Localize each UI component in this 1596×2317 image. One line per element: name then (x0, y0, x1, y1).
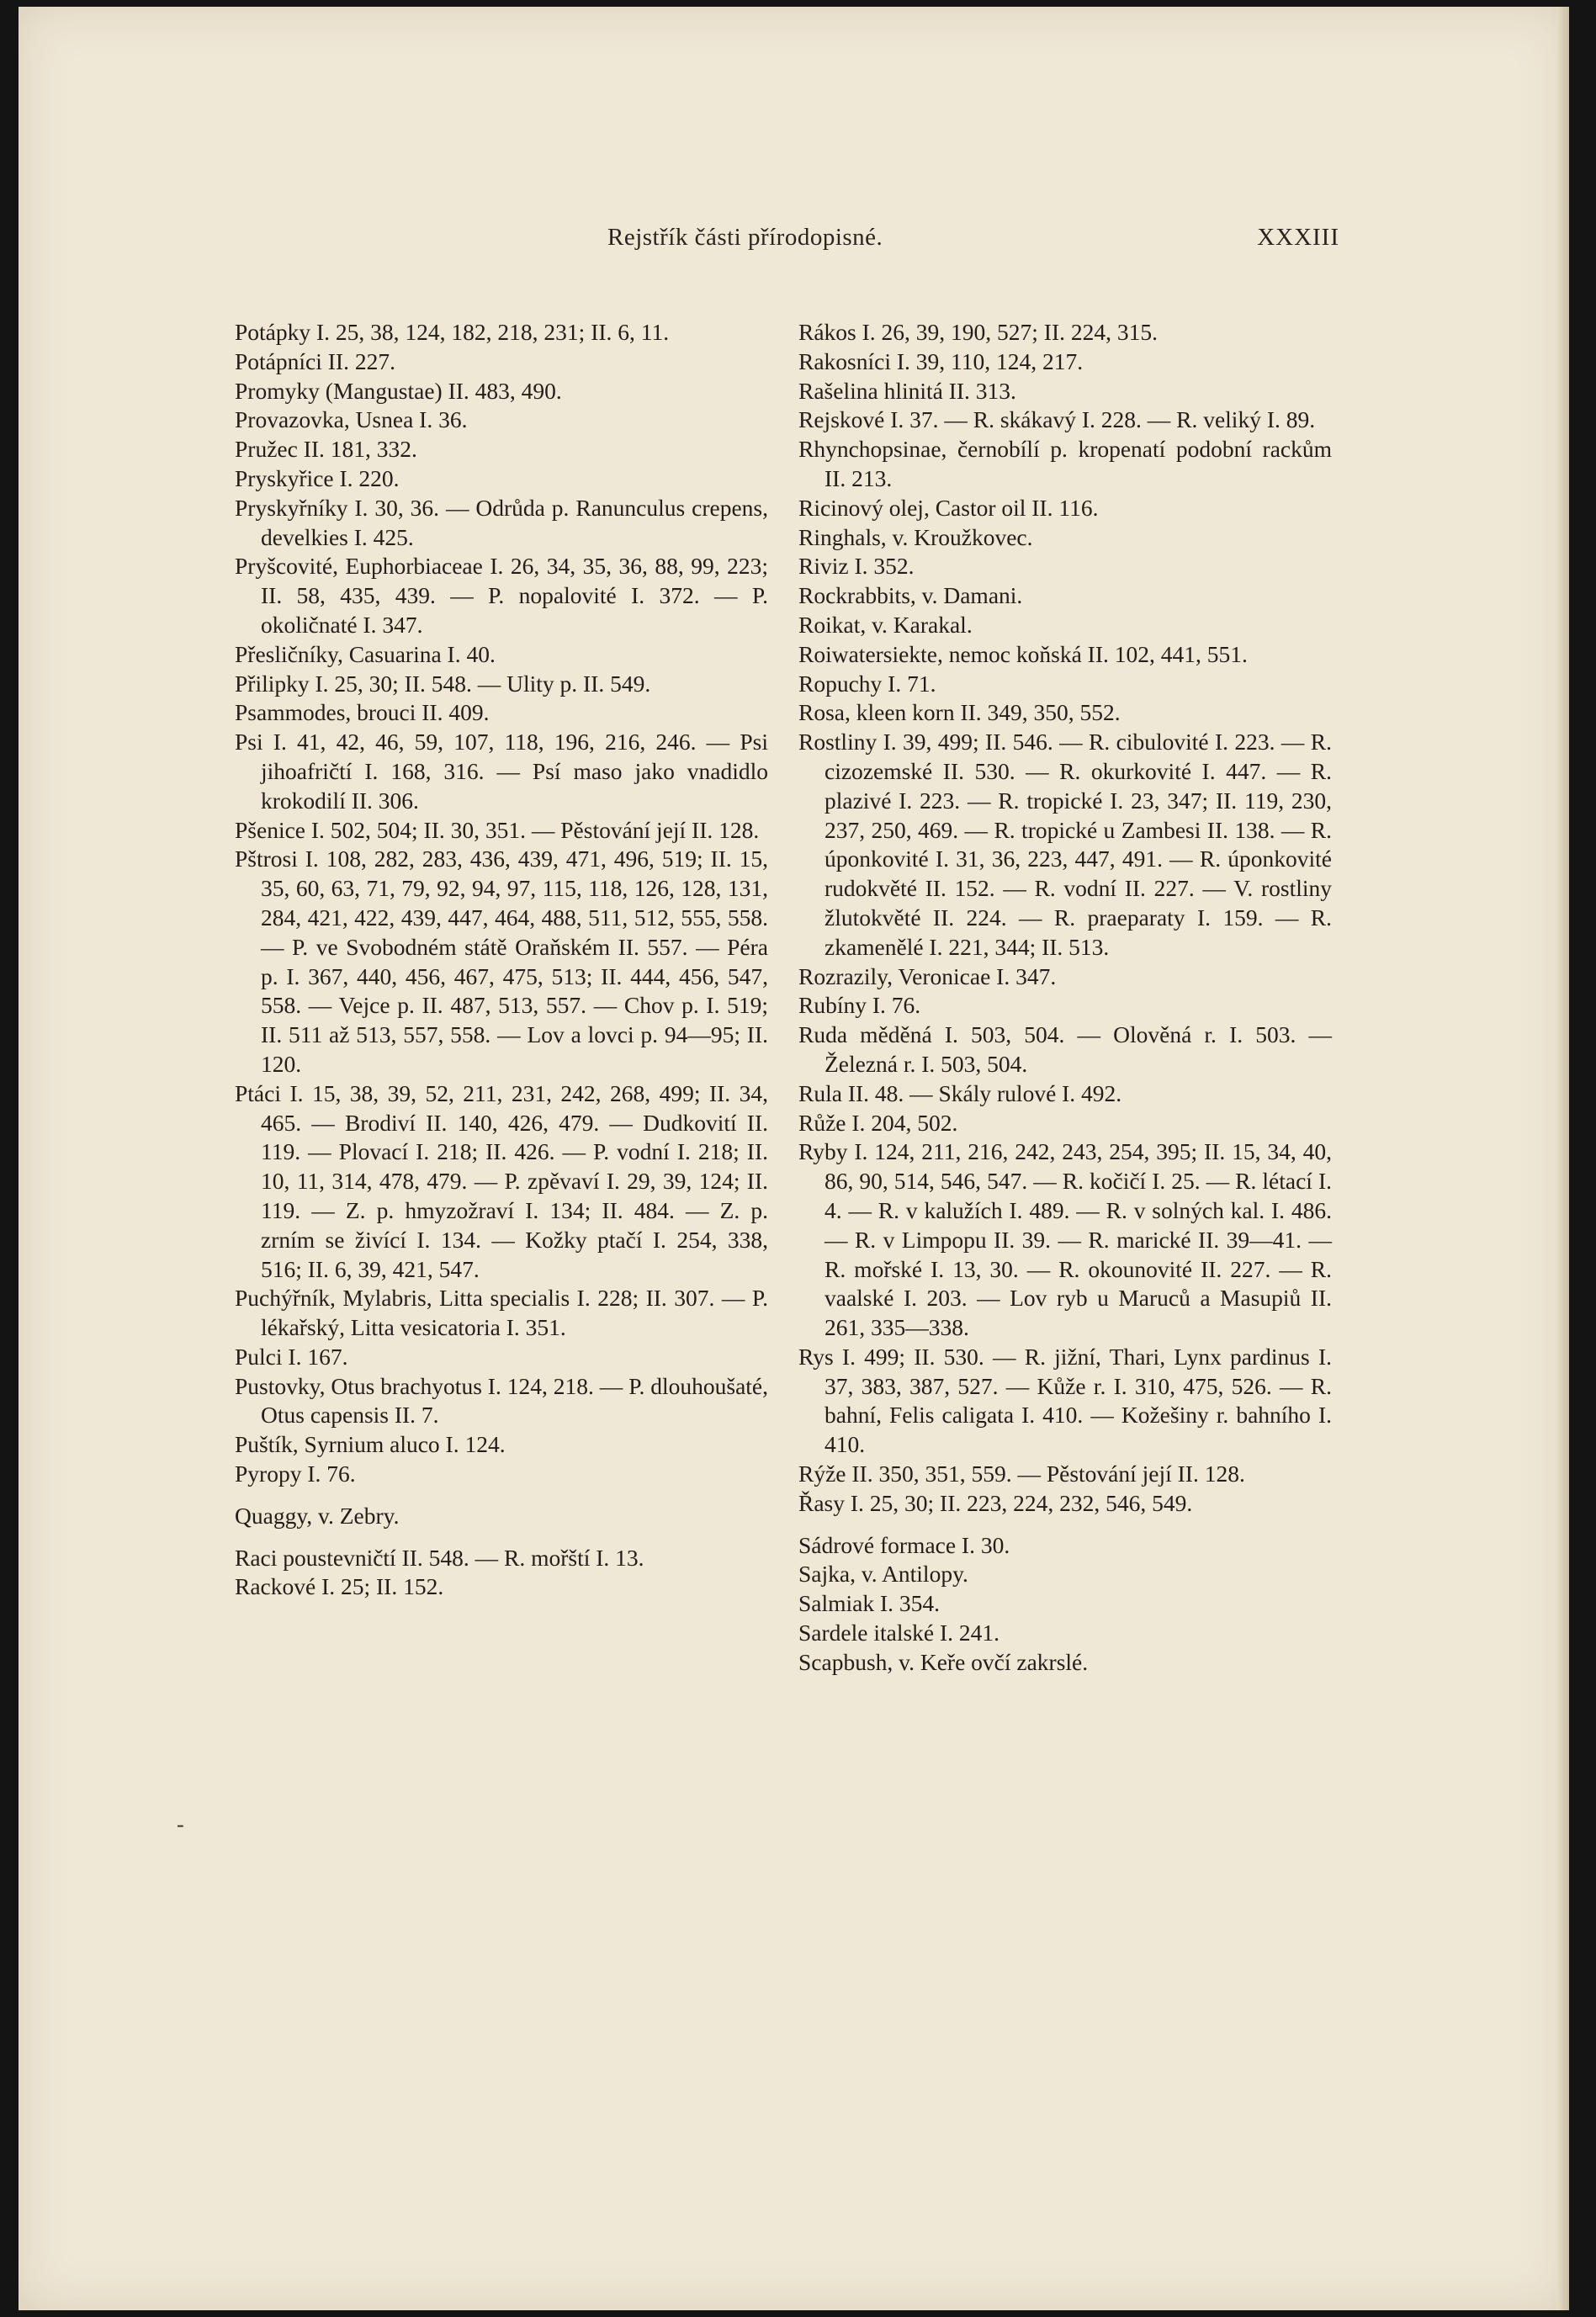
index-entry: Potápníci II. 227. (235, 347, 395, 374)
index-entry: Přilipky I. 25, 30; II. 548. — Ulity p. II. 549. (235, 670, 651, 697)
index-entry: Pštrosi I. 108, 282, 283, 436, 439, 471, 496, 519; II. 15, 35, 60, 63, 71, 79, 92, 94, 97, 115, 118, 126, 128, 131, 284, 421, 422, 439, 447, 464, 488, 511, 512, 555, 558. — P. ve Svobodném státě Oraňském II. 557. — Péra p. I. 367, 440, 456, 467, 475, 513; II. 444, 456, 547, 558. — Vejce p. II. 487, 513, 557. — Chov p. I. 519; II. 511 až 513, 557, 558. — Lov a lovci p. 94—95; II. 120. (235, 846, 768, 1077)
index-entry: Sádrové formace I. 30. (798, 1531, 1010, 1558)
margin-dash-mark: - (177, 1812, 184, 1837)
index-entry: Riviz I. 352. (798, 553, 915, 580)
index-entry: Sardele italské I. 241. (798, 1620, 1000, 1646)
page-edge-shadow (1557, 7, 1569, 2310)
index-entry: Pustovky, Otus brachyotus I. 124, 218. — P. dlouhoušaté, Otus capensis II. 7. (235, 1372, 768, 1429)
index-entry: Quaggy, v. Zebry. (235, 1502, 400, 1529)
index-entry: Pryskyřice I. 220. (235, 464, 400, 491)
index-entry: Rozrazily, Veronicae I. 347. (798, 962, 1057, 989)
index-entry: Psammodes, brouci II. 409. (235, 699, 490, 726)
index-entry: Rejskové I. 37. — R. skákavý I. 228. — R. veliký I. 89. (798, 406, 1316, 433)
index-entry: Pšenice I. 502, 504; II. 30, 351. — Pěstování její II. 128. (235, 816, 760, 843)
index-column-right (798, 318, 1332, 1678)
index-entry: Růže I. 204, 502. (798, 1109, 958, 1136)
index-entry: Rákos I. 26, 39, 190, 527; II. 224, 315. (798, 319, 1158, 345)
index-entry: Ringhals, v. Kroužkovec. (798, 523, 1033, 550)
index-entry: Rýže II. 350, 351, 559. — Pěstování její II. 128. (798, 1461, 1245, 1487)
index-entry: Rhynchopsinae, černobílí p. kropenatí podobní rackům II. 213. (798, 436, 1332, 491)
index-entry: Ricinový olej, Castor oil II. 116. (798, 494, 1099, 521)
index-entry: Psi I. 41, 42, 46, 59, 107, 118, 196, 216, 246. — Psi jihoafričtí I. 168, 316. — Psí maso jako vnadidlo krokodilí II. 306. (235, 729, 768, 814)
page-number: XXXIII (1257, 224, 1339, 251)
index-entry: Pružec II. 181, 332. (235, 436, 417, 463)
index-entry: Rackové I. 25; II. 152. (235, 1573, 444, 1600)
index-entry: Rockrabbits, v. Damani. (798, 582, 1023, 609)
index-entry: Ropuchy I. 71. (798, 670, 936, 697)
index-column-left (235, 318, 768, 1602)
index-entry: Roikat, v. Karakal. (798, 611, 973, 638)
index-entry: Puchýřník, Mylabris, Litta specialis I. 228; II. 307. — P. lékařský, Litta vesicatoria I. 351. (235, 1285, 768, 1341)
book-page (19, 7, 1569, 2310)
index-entry: Raci poustevničtí II. 548. — R. mořští I. 13. (235, 1544, 644, 1571)
index-entry: Rubíny I. 76. (798, 992, 921, 1019)
index-entry: Rašelina hlinitá II. 313. (798, 377, 1016, 404)
index-entry: Salmiak I. 354. (798, 1590, 941, 1617)
running-title: Rejstřík části přírodopisné. (607, 224, 883, 251)
index-entry: Roiwatersiekte, nemoc koňská II. 102, 441, 551. (798, 640, 1248, 667)
index-entry: Rakosníci I. 39, 110, 124, 217. (798, 347, 1084, 374)
index-entry: Rostliny I. 39, 499; II. 546. — R. cibulovité I. 223. — R. cizozemské II. 530. — R. okurkovité I. 447. — R. plazivé I. 223. — R. tropické I. 23, 347; II. 119, 230, 237, 250, 469. — R. tropické u Zambesi II. 138. — R. úponkovité I. 31, 36, 223, 447, 491. — R. úponkovité rudokvěté II. 152. — R. vodní II. 227. — V. rostliny žlutokvěté II. 224. — R. praeparaty I. 159. — R. zkamenělé I. 221, 344; II. 513. (798, 729, 1332, 960)
index-entry: Pryskyřníky I. 30, 36. — Odrůda p. Ranunculus crepens, develkies I. 425. (235, 494, 768, 550)
running-header (607, 224, 1339, 257)
index-entry: Ptáci I. 15, 38, 39, 52, 211, 231, 242, 268, 499; II. 34, 465. — Brodiví II. 140, 426, 479. — Dudkovití II. 119. — Plovací I. 218; II. 426. — P. vodní I. 218; II. 10, 11, 314, 478, 479. — P. zpěvaví I. 29, 39, 124; II. 119. — Z. p. hmyzožraví I. 134; II. 484. — Z. p. zrním se živící I. 134. — Kožky ptačí I. 254, 338, 516; II. 6, 39, 421, 547. (235, 1079, 768, 1282)
index-entry: Pyropy I. 76. (235, 1461, 356, 1487)
index-entry: Rula II. 48. — Skály rulové I. 492. (798, 1079, 1122, 1106)
index-entry: Pryšcovité, Euphorbiaceae I. 26, 34, 35, 36, 88, 99, 223; II. 58, 435, 439. — P. nopalovité I. 372. — P. okoličnaté I. 347. (235, 553, 768, 638)
index-entry: Provazovka, Usnea I. 36. (235, 406, 468, 433)
index-entry: Rys I. 499; II. 530. — R. jižní, Thari, Lynx pardinus I. 37, 383, 387, 527. — Kůže r. I. 310, 475, 526. — R. bahní, Felis caligata I. 410. — Kožešiny r. bahního I. 410. (798, 1343, 1332, 1458)
index-entry: Rosa, kleen korn II. 349, 350, 552. (798, 699, 1121, 726)
index-entry: Řasy I. 25, 30; II. 223, 224, 232, 546, 549. (798, 1489, 1193, 1516)
index-entry: Potápky I. 25, 38, 124, 182, 218, 231; II. 6, 11. (235, 319, 670, 345)
index-entry: Přesličníky, Casuarina I. 40. (235, 640, 496, 667)
index-entry: Pulci I. 167. (235, 1343, 348, 1370)
index-entry: Ruda měděná I. 503, 504. — Olověná r. I. 503. — Železná r. I. 503, 504. (798, 1021, 1332, 1077)
index-entry: Puštík, Syrnium aluco I. 124. (235, 1431, 506, 1458)
index-entry: Promyky (Mangustae) II. 483, 490. (235, 377, 562, 404)
index-entry: Sajka, v. Antilopy. (798, 1561, 968, 1588)
index-entry: Scapbush, v. Keře ovčí zakrslé. (798, 1648, 1089, 1675)
index-entry: Ryby I. 124, 211, 216, 242, 243, 254, 395; II. 15, 34, 40, 86, 90, 514, 546, 547. — R. kočičí I. 25. — R. létací I. 4. — R. v kalužích I. 489. — R. v solných kal. I. 486. — R. v Limpopu II. 39. — R. marické II. 39—41. — R. mořské I. 13, 30. — R. okounovité II. 227. — R. vaalské I. 203. — Lov ryb u Maruců a Masupiů II. 261, 335—338. (798, 1138, 1332, 1341)
